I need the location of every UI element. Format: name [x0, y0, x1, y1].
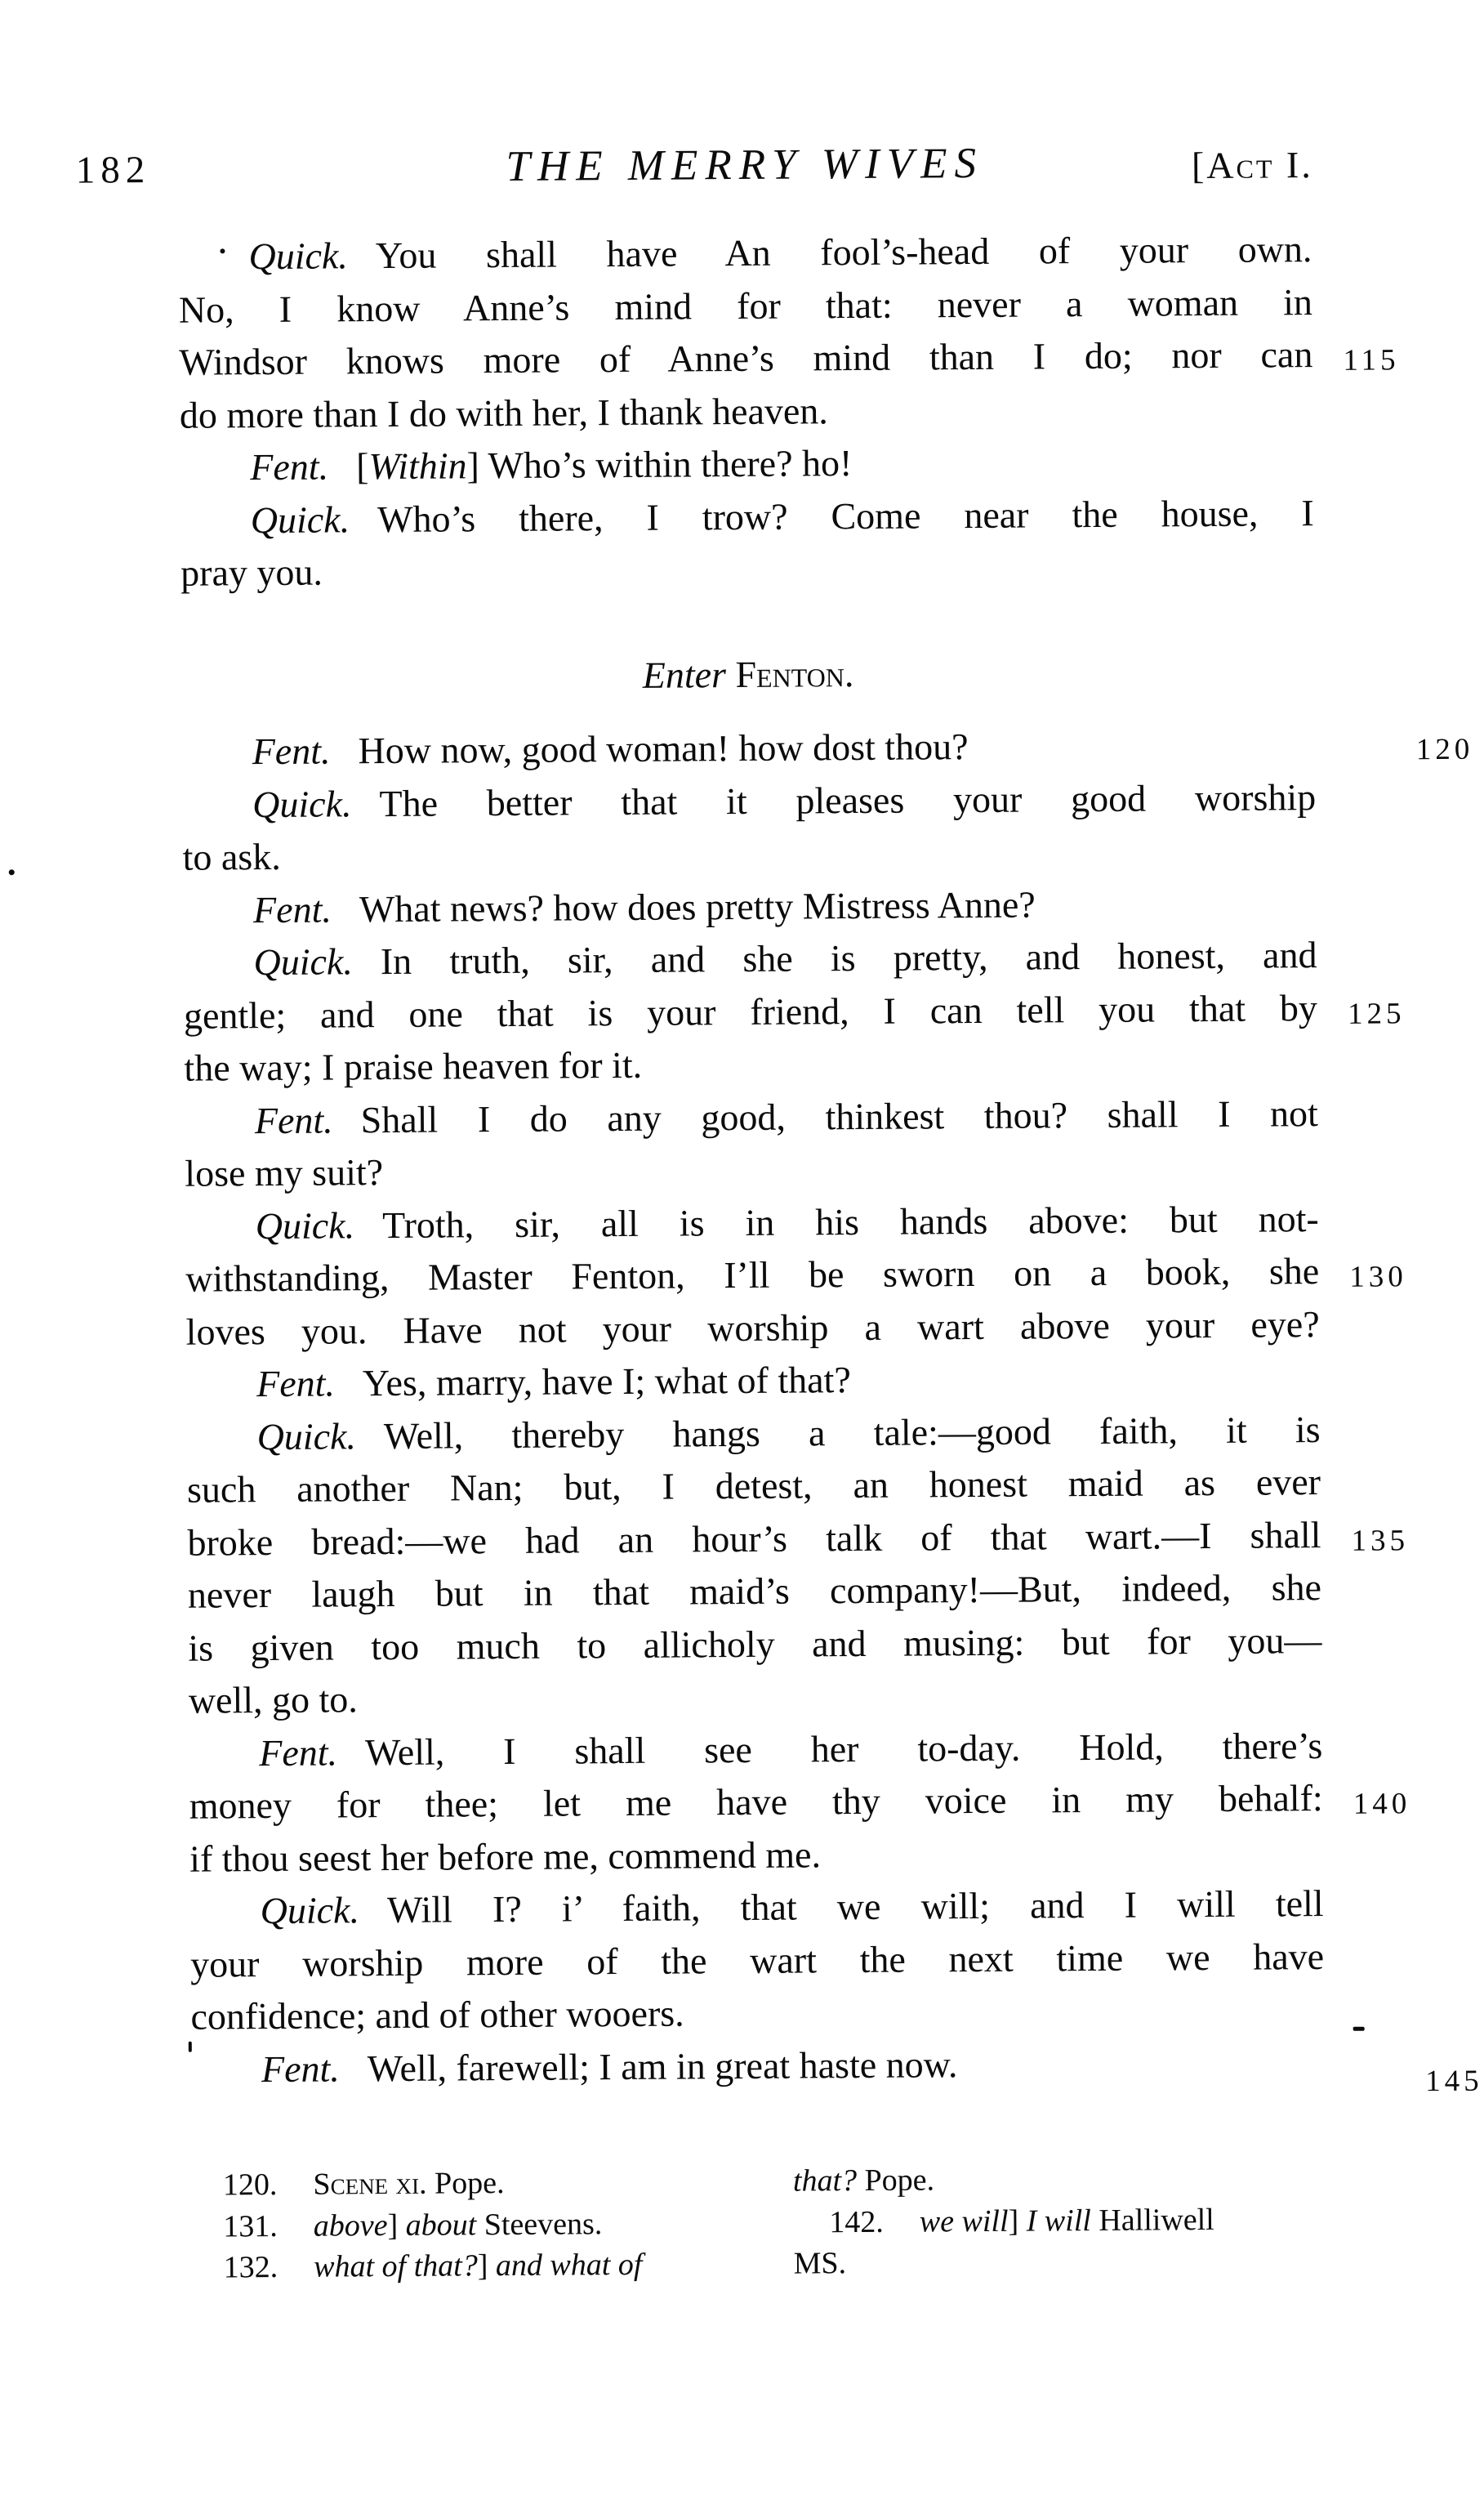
- text-segment: The better that it pleases your good worship: [379, 775, 1317, 824]
- speaker-label: Quick.: [256, 1414, 357, 1458]
- play-text-line: [185, 1140, 1318, 1200]
- speaker-label: Quick.: [260, 1889, 360, 1932]
- text-segment: the way; I praise heaven for it.: [184, 1043, 643, 1089]
- small-caps-text: Scene xi.: [313, 2166, 427, 2202]
- margin-line-number: 135: [1351, 1523, 1410, 1558]
- text-segment: withstanding, Master Fenton, I’ll be sworn on a book, she: [185, 1250, 1320, 1300]
- footnotes-block: [222, 2157, 1383, 2285]
- text-segment: Pope.: [426, 2166, 505, 2201]
- speaker-label: Fent.: [250, 445, 329, 489]
- text-segment: In truth, sir, and she is pretty, and honest, and: [380, 934, 1317, 983]
- running-header-act: [Act I.: [1191, 144, 1313, 187]
- play-text-line: [182, 771, 1316, 832]
- footnote-line: [793, 2198, 1381, 2243]
- margin-line-number: 120: [1415, 732, 1474, 767]
- text-segment: lose my suit?: [185, 1151, 384, 1194]
- speaker-label: Fent.: [259, 1730, 338, 1774]
- play-text-line: [183, 877, 1317, 937]
- speaker-label: Fent.: [254, 1098, 333, 1141]
- text-segment: ] Who’s within there? ho!: [466, 442, 853, 487]
- text-segment: ]: [387, 2208, 406, 2243]
- margin-line-number: 115: [1343, 343, 1400, 377]
- play-text-line: [180, 487, 1314, 547]
- text-segment: gentle; and one that is your friend, I can tell you that by: [183, 986, 1318, 1037]
- play-text-line: [185, 1087, 1318, 1148]
- play-text-line: [183, 929, 1317, 989]
- footnotes-column-left: [223, 2161, 787, 2288]
- play-text-line: [180, 382, 1313, 442]
- text-segment: do more than I do with her, I thank heaven.: [179, 389, 828, 436]
- scan-artifact: [1353, 2027, 1365, 2031]
- text-segment: money for thee; let me have thy voice in my behalf:: [189, 1777, 1323, 1827]
- play-text-line: [180, 434, 1313, 494]
- text-segment: Well, farewell; I am in great haste now.: [367, 2042, 958, 2089]
- margin-line-number: 140: [1353, 1787, 1411, 1821]
- play-text-line: [179, 276, 1312, 337]
- text-segment: Well, I shall see her to-day. Hold, there’s: [364, 1724, 1323, 1773]
- play-text-line: [188, 1561, 1321, 1622]
- play-text-line: [187, 1456, 1321, 1516]
- play-text-line: [183, 982, 1406, 1042]
- speaker-label: Quick.: [253, 940, 354, 984]
- footnote-number: 120.: [222, 2167, 278, 2203]
- play-text-line: [186, 1404, 1320, 1464]
- text-segment: How now, good woman! how dost thou?: [358, 725, 969, 772]
- text-segment: well, go to.: [188, 1678, 358, 1721]
- speaker-label: Quick.: [252, 782, 352, 825]
- footnote-number: 132.: [223, 2249, 279, 2285]
- stage-direction: [181, 645, 1315, 705]
- text-segment: to ask.: [182, 835, 281, 878]
- page-number: 182: [75, 149, 151, 192]
- scan-artifact: [9, 869, 15, 875]
- play-text-line: [189, 1667, 1322, 1727]
- text-segment: I will: [1026, 2203, 1092, 2239]
- text-segment: we will: [919, 2203, 1009, 2239]
- play-text-block: [178, 223, 1483, 2098]
- footnote-number: 131.: [223, 2208, 278, 2243]
- text-segment: Will I? i’ faith, that we will; and I will tell: [386, 1882, 1324, 1931]
- footnote-line: [223, 2202, 787, 2247]
- text-segment: your worship more of the wart the next time we have: [189, 1935, 1325, 1985]
- text-segment: No, I know Anne’s mind for that: never a woman in: [178, 280, 1313, 331]
- speaker-label: Quick.: [248, 234, 349, 278]
- speaker-label: Fent.: [252, 887, 332, 931]
- text-segment: [: [355, 445, 369, 488]
- text-segment: Steevens.: [476, 2206, 603, 2242]
- play-text-line: [188, 1614, 1321, 1675]
- play-text-line: [189, 1772, 1411, 1833]
- small-caps-text: Fenton.: [735, 652, 854, 695]
- play-text-line: [182, 718, 1474, 779]
- text-segment: such another Nan; but, I detest, an honest maid as ever: [186, 1461, 1321, 1511]
- text-segment: What news? how does pretty Mistress Anne?: [359, 882, 1036, 930]
- text-segment: ]: [477, 2248, 497, 2283]
- text-segment: confidence; and of other wooers.: [190, 1992, 684, 2038]
- text-segment: loves you. Have not your worship a wart above your eye?: [185, 1302, 1320, 1353]
- footnote-line: [223, 2161, 787, 2206]
- text-segment: and what of: [495, 2247, 643, 2283]
- play-text-line: [189, 1720, 1322, 1780]
- play-text-line: [185, 1245, 1407, 1306]
- text-segment: MS.: [793, 2246, 847, 2281]
- text-segment: Well, thereby hangs a tale:—good faith, it is: [383, 1408, 1321, 1457]
- text-segment: if thou seest her before me, commend me.: [189, 1833, 822, 1880]
- text-segment: above: [313, 2208, 388, 2243]
- play-text-line: [189, 1825, 1323, 1886]
- text-segment: Enter: [642, 653, 736, 696]
- text-segment: Halliwell: [1090, 2202, 1214, 2238]
- text-segment: Pope.: [856, 2163, 935, 2199]
- footnote-number: 142.: [829, 2204, 884, 2239]
- margin-line-number: 145: [1424, 2064, 1483, 2098]
- play-text-line: [185, 1193, 1319, 1253]
- scan-artifact: [189, 2042, 192, 2052]
- play-text-line: [190, 1983, 1324, 2043]
- play-text-line: [182, 824, 1316, 884]
- play-text-line: [190, 1931, 1324, 1991]
- text-segment: You shall have An fool’s-head of your own.: [375, 228, 1312, 277]
- text-segment: that?: [792, 2163, 858, 2199]
- text-segment: Who’s there, I trow? Come near the house, I: [377, 491, 1314, 540]
- text-segment: about: [405, 2207, 477, 2243]
- speaker-label: Quick.: [250, 498, 350, 541]
- play-text-line: [180, 539, 1314, 600]
- play-text-line: [185, 1298, 1319, 1359]
- footnotes-column-right: [793, 2157, 1382, 2285]
- speaker-label: Fent.: [252, 730, 331, 773]
- play-text-line: [186, 1350, 1320, 1411]
- text-segment: Within: [368, 444, 467, 488]
- text-segment: broke bread:—we had an hour’s talk of that wart.—I shall: [187, 1513, 1321, 1564]
- text-segment: is given too much to allicholy and musing: but for you—: [188, 1618, 1322, 1669]
- speaker-label: Fent.: [256, 1362, 336, 1405]
- text-segment: Troth, sir, all is in his hands above: but not-: [381, 1197, 1319, 1246]
- scan-artifact: [220, 248, 225, 253]
- text-segment: Yes, marry, have I; what of that?: [362, 1359, 851, 1404]
- speaker-label: Quick.: [255, 1203, 355, 1247]
- text-segment: Shall I do any good, thinkest thou? shall I not: [360, 1092, 1319, 1141]
- play-text-line: [187, 1509, 1410, 1569]
- running-header-title: THE MERRY WIVES: [506, 139, 984, 190]
- footnote-line: [793, 2239, 1381, 2285]
- footnote-line: [224, 2243, 787, 2288]
- play-text-line: [191, 2036, 1483, 2098]
- text-segment: never laugh but in that maid’s company!—But, indeed, she: [187, 1566, 1322, 1616]
- text-segment: Windsor knows more of Anne’s mind than I do; nor can: [179, 333, 1313, 383]
- play-text-line: [179, 328, 1400, 389]
- margin-line-number: 125: [1347, 996, 1406, 1031]
- footnote-line: [793, 2157, 1381, 2203]
- margin-line-number: 130: [1349, 1260, 1407, 1294]
- text-segment: ]: [1008, 2203, 1027, 2239]
- play-text-line: [189, 1877, 1323, 1938]
- text-segment: what of that?: [314, 2248, 478, 2284]
- text-segment: pray you.: [180, 551, 323, 594]
- play-text-line: [178, 223, 1312, 283]
- speaker-label: Fent.: [261, 2047, 340, 2090]
- play-text-line: [184, 1034, 1317, 1095]
